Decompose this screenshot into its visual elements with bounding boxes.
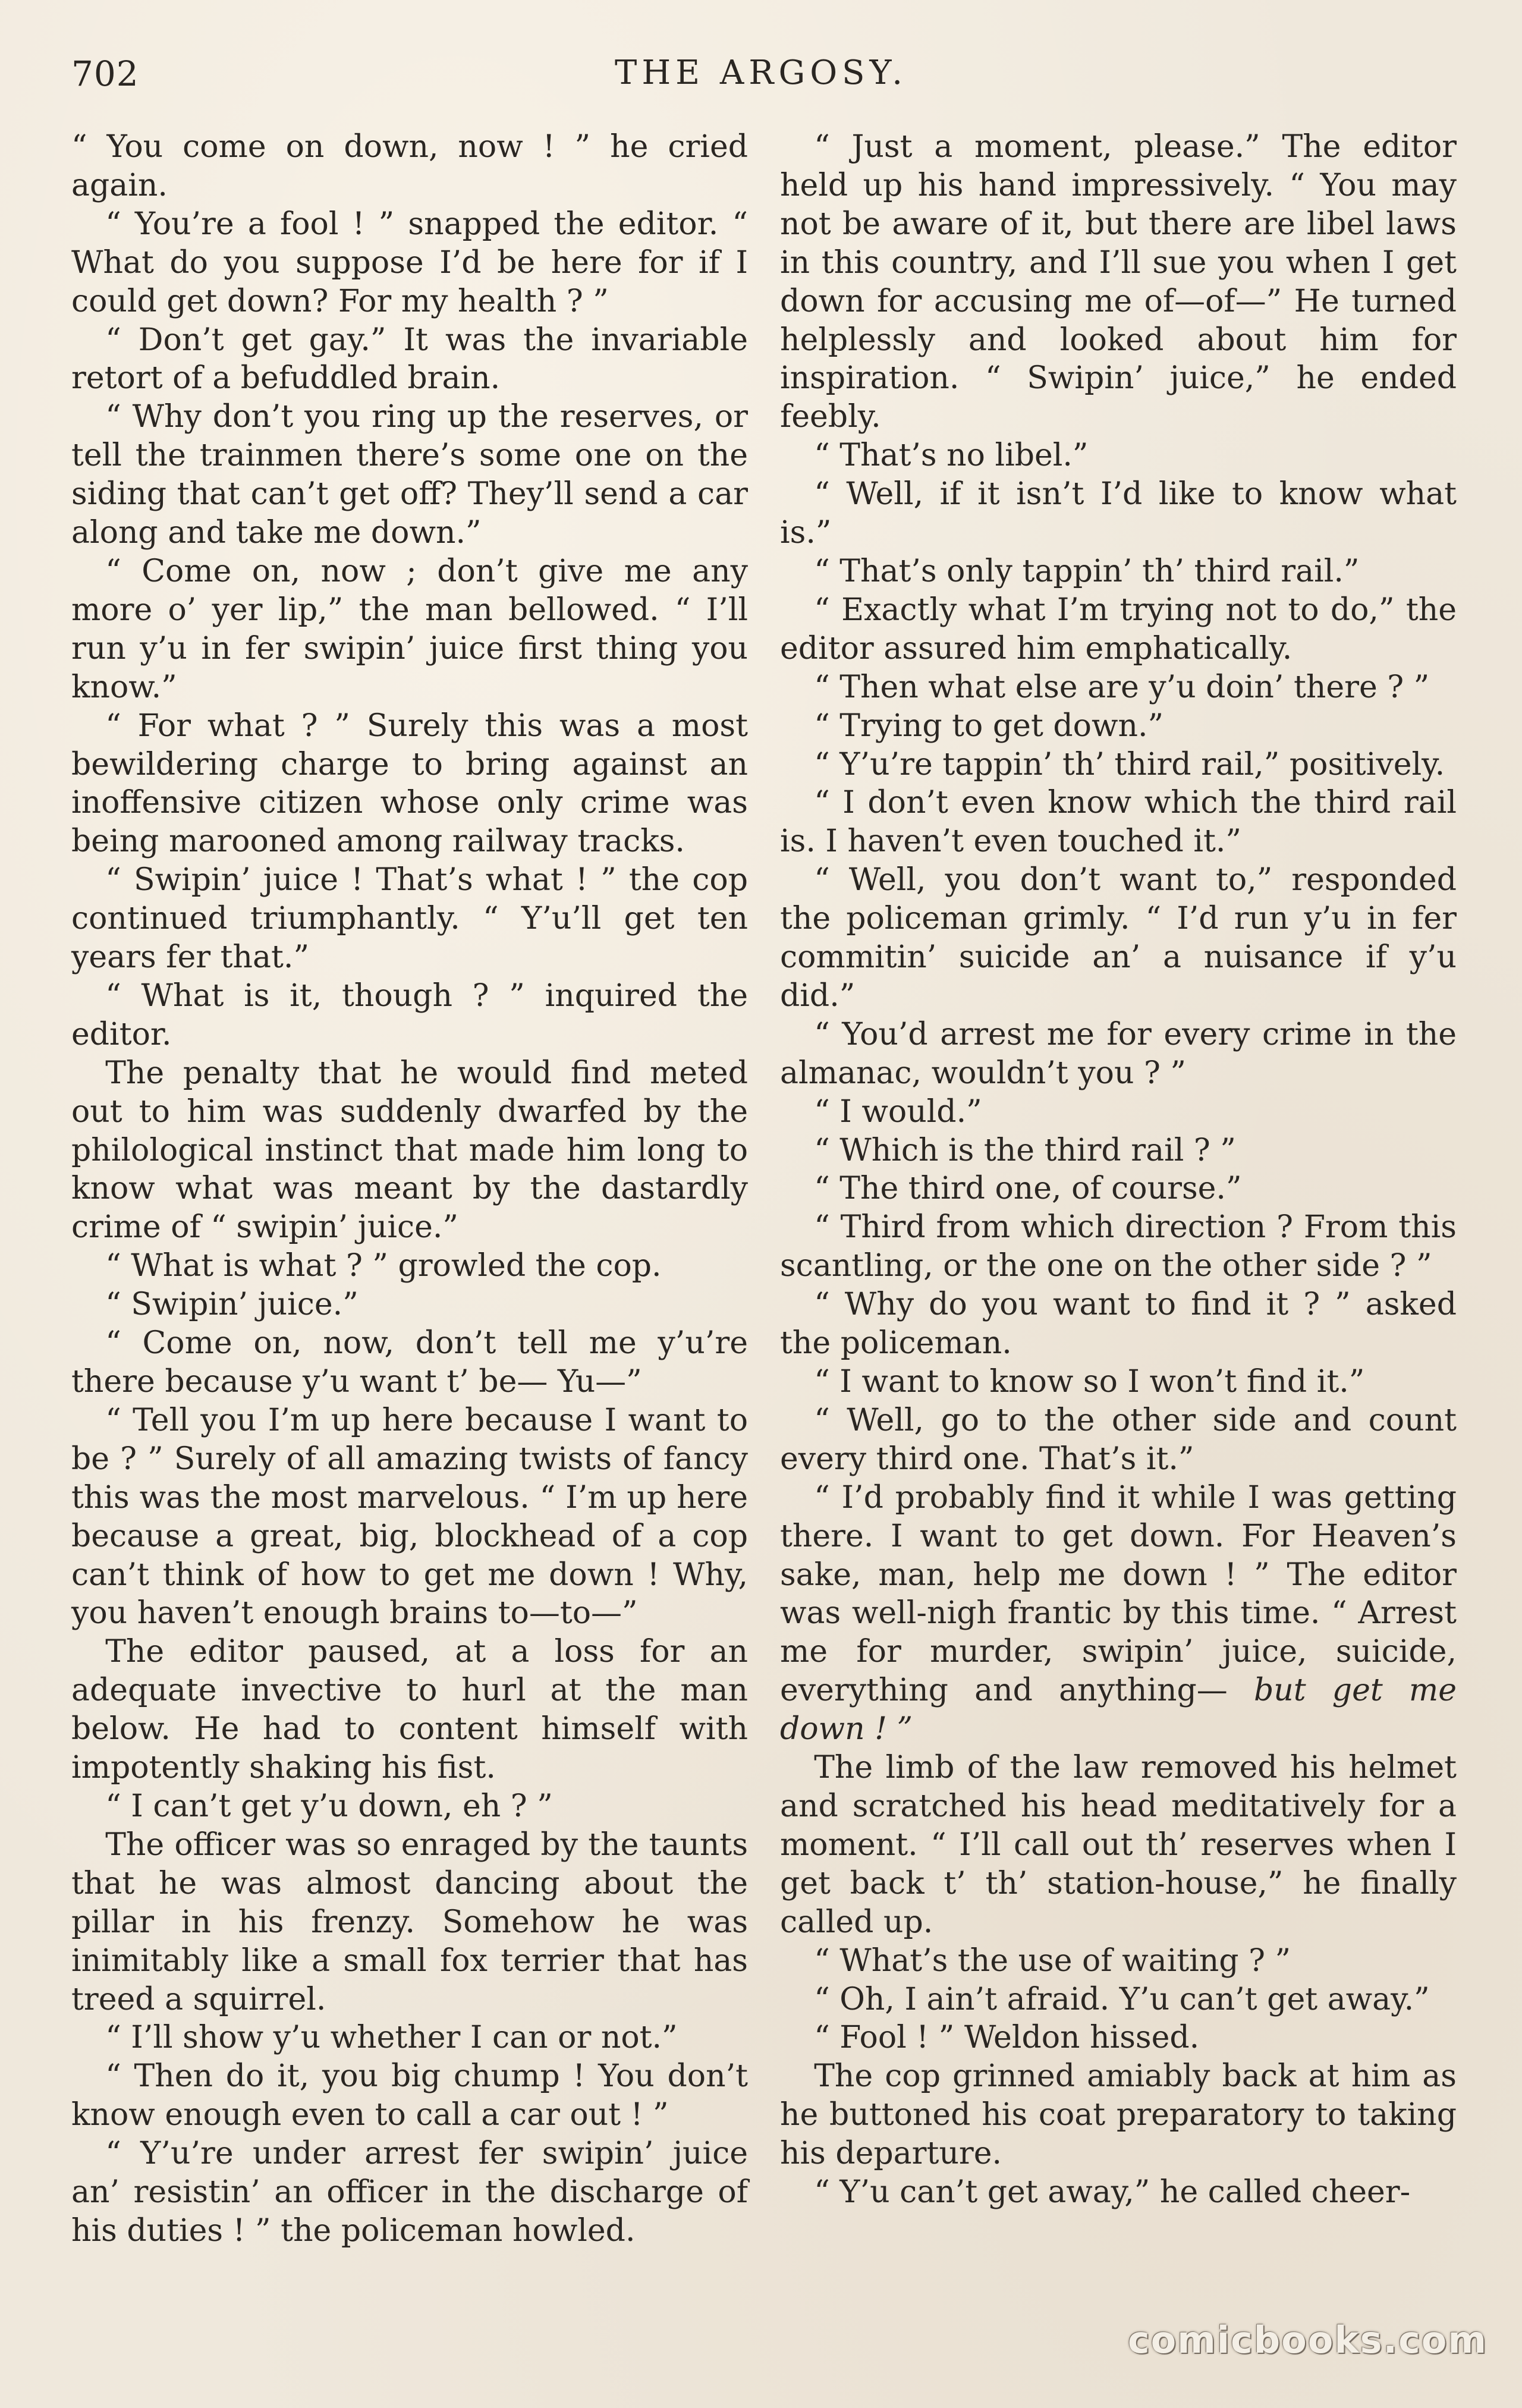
- paragraph-text: “ I’d probably find it while I was getting there. I want to get down. For Heaven’s sake, man, help me down ! ” The editor was well-nigh frantic by this time. “ Arrest me for murder, swipin’ juice, suicide, everything and anything—: [780, 1479, 1457, 1709]
- paragraph: “ Exactly what I’m trying not to do,” the editor assured him emphatically.: [780, 592, 1457, 667]
- paragraph: “ Y’u’re tappin’ th’ third rail,” positively.: [814, 746, 1445, 782]
- paragraph: “ Swipin’ juice ! That’s what ! ” the cop continued triumphantly. “ Y’u’ll get ten years fer that.”: [71, 862, 748, 976]
- left-column: [71, 128, 748, 2298]
- paragraph: “ Y’u can’t get away,” he called cheer-: [814, 2174, 1411, 2211]
- paragraph: “ Oh, I ain’t afraid. Y’u can’t get away.”: [814, 1981, 1430, 2017]
- paragraph: “ Why don’t you ring up the reserves, or tell the trainmen there’s some one on the siding that can’t get off? They’ll send a car along and take me down.”: [71, 399, 748, 551]
- paragraph: “ Why do you want to find it ? ” asked the policeman.: [780, 1287, 1457, 1362]
- watermark-logo: comicbooks.com: [1127, 2318, 1488, 2362]
- paragraph: “ What is it, though ? ” inquired the editor.: [71, 977, 748, 1052]
- running-head: THE ARGOSY.: [614, 54, 908, 92]
- paragraph: “ Fool ! ” Weldon hissed.: [814, 2020, 1200, 2056]
- paragraph: “ Don’t get gay.” It was the invariable retort of a befuddled brain.: [71, 322, 748, 397]
- paragraph: “ Come on, now ; don’t give me any more o’ yer lip,” the man bellowed. “ I’ll run y’u in fer swipin’ juice first thing you know.”: [71, 553, 748, 705]
- page-header: [71, 48, 1451, 101]
- paragraph: “ I don’t even know which the third rail is. I haven’t even touched it.”: [780, 785, 1457, 860]
- paragraph: “ Just a moment, please.” The editor held up his hand impressively. “ You may not be aware of it, but there are libel laws in this country, and I’ll sue you when I get down for accusing me of—of—” He turned helplessly and looked about him for inspiration. “ Swipin’ juice,” he ended feebly.: [780, 129, 1457, 435]
- paragraph: “ You come on down, now ! ” he cried again.: [71, 129, 748, 203]
- paragraph: The penalty that he would find meted out to him was suddenly dwarfed by the philological instinct that made him long to know what was meant by the dastardly crime of “ swipin’ juice.”: [71, 1055, 748, 1246]
- italic-phrase: but get me down ! ”: [780, 1673, 1457, 1747]
- paragraph: “ Swipin’ juice.”: [105, 1287, 359, 1323]
- text-columns: [71, 128, 1457, 2298]
- paragraph: The editor paused, at a loss for an adequate invective to hurl at the man below. He had to content himself with impotently shaking his fist.: [71, 1634, 748, 1786]
- paragraph: “ Tell you I’m up here because I want to be ? ” Surely of all amazing twists of fancy this was the most marvelous. “ I’m up here because a great, big, blockhead of a cop can’t think of how to get me down ! Why, you haven’t enough brains to—to—”: [71, 1402, 748, 1631]
- paragraph: “ For what ? ” Surely this was a most bewildering charge to bring against an inoffensive citizen whose only crime was being marooned among railway tracks.: [71, 708, 748, 860]
- paragraph: “ Then what else are y’u doin’ there ? ”: [814, 669, 1430, 705]
- paragraph: The limb of the law removed his helmet and scratched his head meditatively for a moment. “ I’ll call out th’ reserves when I get back t’ th’ station-house,” he finally called up.: [780, 1750, 1457, 1940]
- paragraph: “ I’ll show y’u whether I can or not.”: [105, 2020, 678, 2056]
- paragraph: “ Then do it, you big chump ! You don’t know enough even to call a car out ! ”: [71, 2058, 748, 2133]
- paragraph: “ That’s only tappin’ th’ third rail.”: [814, 553, 1360, 589]
- paragraph: “ Well, go to the other side and count every third one. That’s it.”: [780, 1402, 1457, 1477]
- paragraph: “ Y’u’re under arrest fer swipin’ juice an’ resistin’ an officer in the discharge of his duties ! ” the policeman howled.: [71, 2136, 748, 2249]
- paragraph: “ I would.”: [814, 1093, 982, 1130]
- paragraph: “ The third one, of course.”: [814, 1171, 1242, 1207]
- paragraph: “ What’s the use of waiting ? ”: [814, 1942, 1291, 1979]
- paragraph: “ I can’t get y’u down, eh ? ”: [105, 1788, 553, 1824]
- paragraph: “ Well, if it isn’t I’d like to know what is.”: [780, 476, 1457, 551]
- paragraph: “ I want to know so I won’t find it.”: [814, 1364, 1365, 1400]
- paragraph: “ Well, you don’t want to,” responded the policeman grimly. “ I’d run y’u in fer commitin’ suicide an’ a nuisance if y’u did.”: [780, 862, 1457, 1014]
- paragraph: “ You’re a fool ! ” snapped the editor. “ What do you suppose I’d be here for if I could get down? For my health ? ”: [71, 206, 748, 319]
- paragraph: [780, 1479, 1457, 1749]
- paragraph: “ Which is the third rail ? ”: [814, 1132, 1236, 1168]
- paragraph: “ Trying to get down.”: [814, 708, 1164, 744]
- paragraph: “ That’s no libel.”: [814, 438, 1089, 474]
- paragraph: “ You’d arrest me for every crime in the almanac, wouldn’t you ? ”: [780, 1016, 1457, 1091]
- right-column: [780, 128, 1457, 2298]
- paragraph: The cop grinned amiably back at him as he buttoned his coat preparatory to taking his departure.: [780, 2058, 1457, 2172]
- paragraph: “ Come on, now, don’t tell me y’u’re there because y’u want t’ be— Yu—”: [71, 1325, 748, 1400]
- paragraph: “ What is what ? ” growled the cop.: [105, 1248, 662, 1284]
- paragraph: “ Third from which direction ? From this scantling, or the one on the other side ? ”: [780, 1209, 1457, 1284]
- page-number: 702: [71, 54, 139, 94]
- paragraph: The officer was so enraged by the taunts that he was almost dancing about the pillar in his frenzy. Somehow he was inimitably like a small fox terrier that has treed a squirrel.: [71, 1827, 748, 2017]
